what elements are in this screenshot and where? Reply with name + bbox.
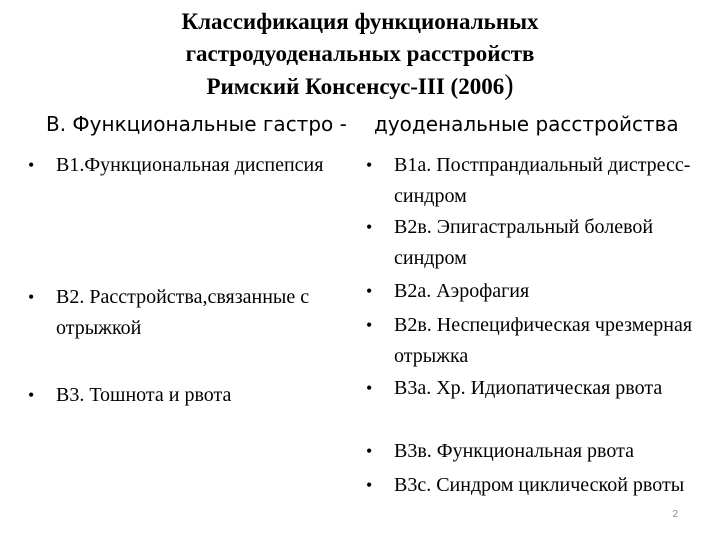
list-item-text: B1.Функциональная диспепсия — [56, 154, 324, 176]
slide-title — [60, 6, 660, 103]
bullet-icon: • — [366, 281, 373, 301]
list-item-text: B3a. Хр. Идиопатическая рвота — [394, 377, 663, 399]
list-item-text: B2a. Аэрофагия — [394, 280, 530, 302]
title-paren: ) — [504, 70, 514, 101]
list-item-text: B3в. Функциональная рвота — [394, 440, 634, 462]
list-item-text: B1a. Постпрандиальный дистресс-синдром — [394, 154, 691, 207]
list-item — [364, 373, 704, 404]
bullet-icon: • — [366, 155, 373, 175]
list-item-text: B3. Тошнота и рвота — [56, 384, 232, 406]
subheading-left: B. Функциональные гастро - — [46, 112, 347, 136]
list-item — [364, 470, 704, 501]
bullet-icon: • — [366, 475, 373, 495]
list-item — [26, 380, 356, 411]
bullet-icon: • — [28, 155, 35, 175]
list-item — [364, 276, 704, 307]
title-line-3 — [60, 70, 660, 103]
list-item — [364, 150, 704, 212]
list-item — [364, 436, 704, 467]
list-item-text: B3c. Синдром циклической рвоты — [394, 474, 685, 496]
title-line-1: Классификация функциональных — [181, 9, 539, 34]
title-line-3-text: Римский Консенсус-III (2006 — [206, 74, 505, 99]
bullet-icon: • — [28, 287, 35, 307]
list-item — [364, 310, 704, 372]
bullet-icon: • — [28, 385, 35, 405]
list-item-text: B2в. Эпигастральный болевой синдром — [394, 216, 654, 269]
bullet-icon: • — [366, 441, 373, 461]
list-item — [364, 212, 704, 274]
bullet-icon: • — [366, 217, 373, 237]
subheading-right: дуоденальные расстройства — [374, 112, 679, 136]
list-item — [26, 282, 356, 344]
slide-number: 2 — [672, 509, 678, 520]
bullet-icon: • — [366, 378, 373, 398]
title-line-2: гастродуоденальных расстройств — [185, 41, 535, 66]
bullet-icon: • — [366, 315, 373, 335]
list-item — [26, 150, 356, 181]
list-item-text: B2в. Неспецифическая чрезмерная отрыжка — [394, 314, 693, 367]
list-item-text: B2. Расстройства,связанные с отрыжкой — [56, 286, 310, 339]
